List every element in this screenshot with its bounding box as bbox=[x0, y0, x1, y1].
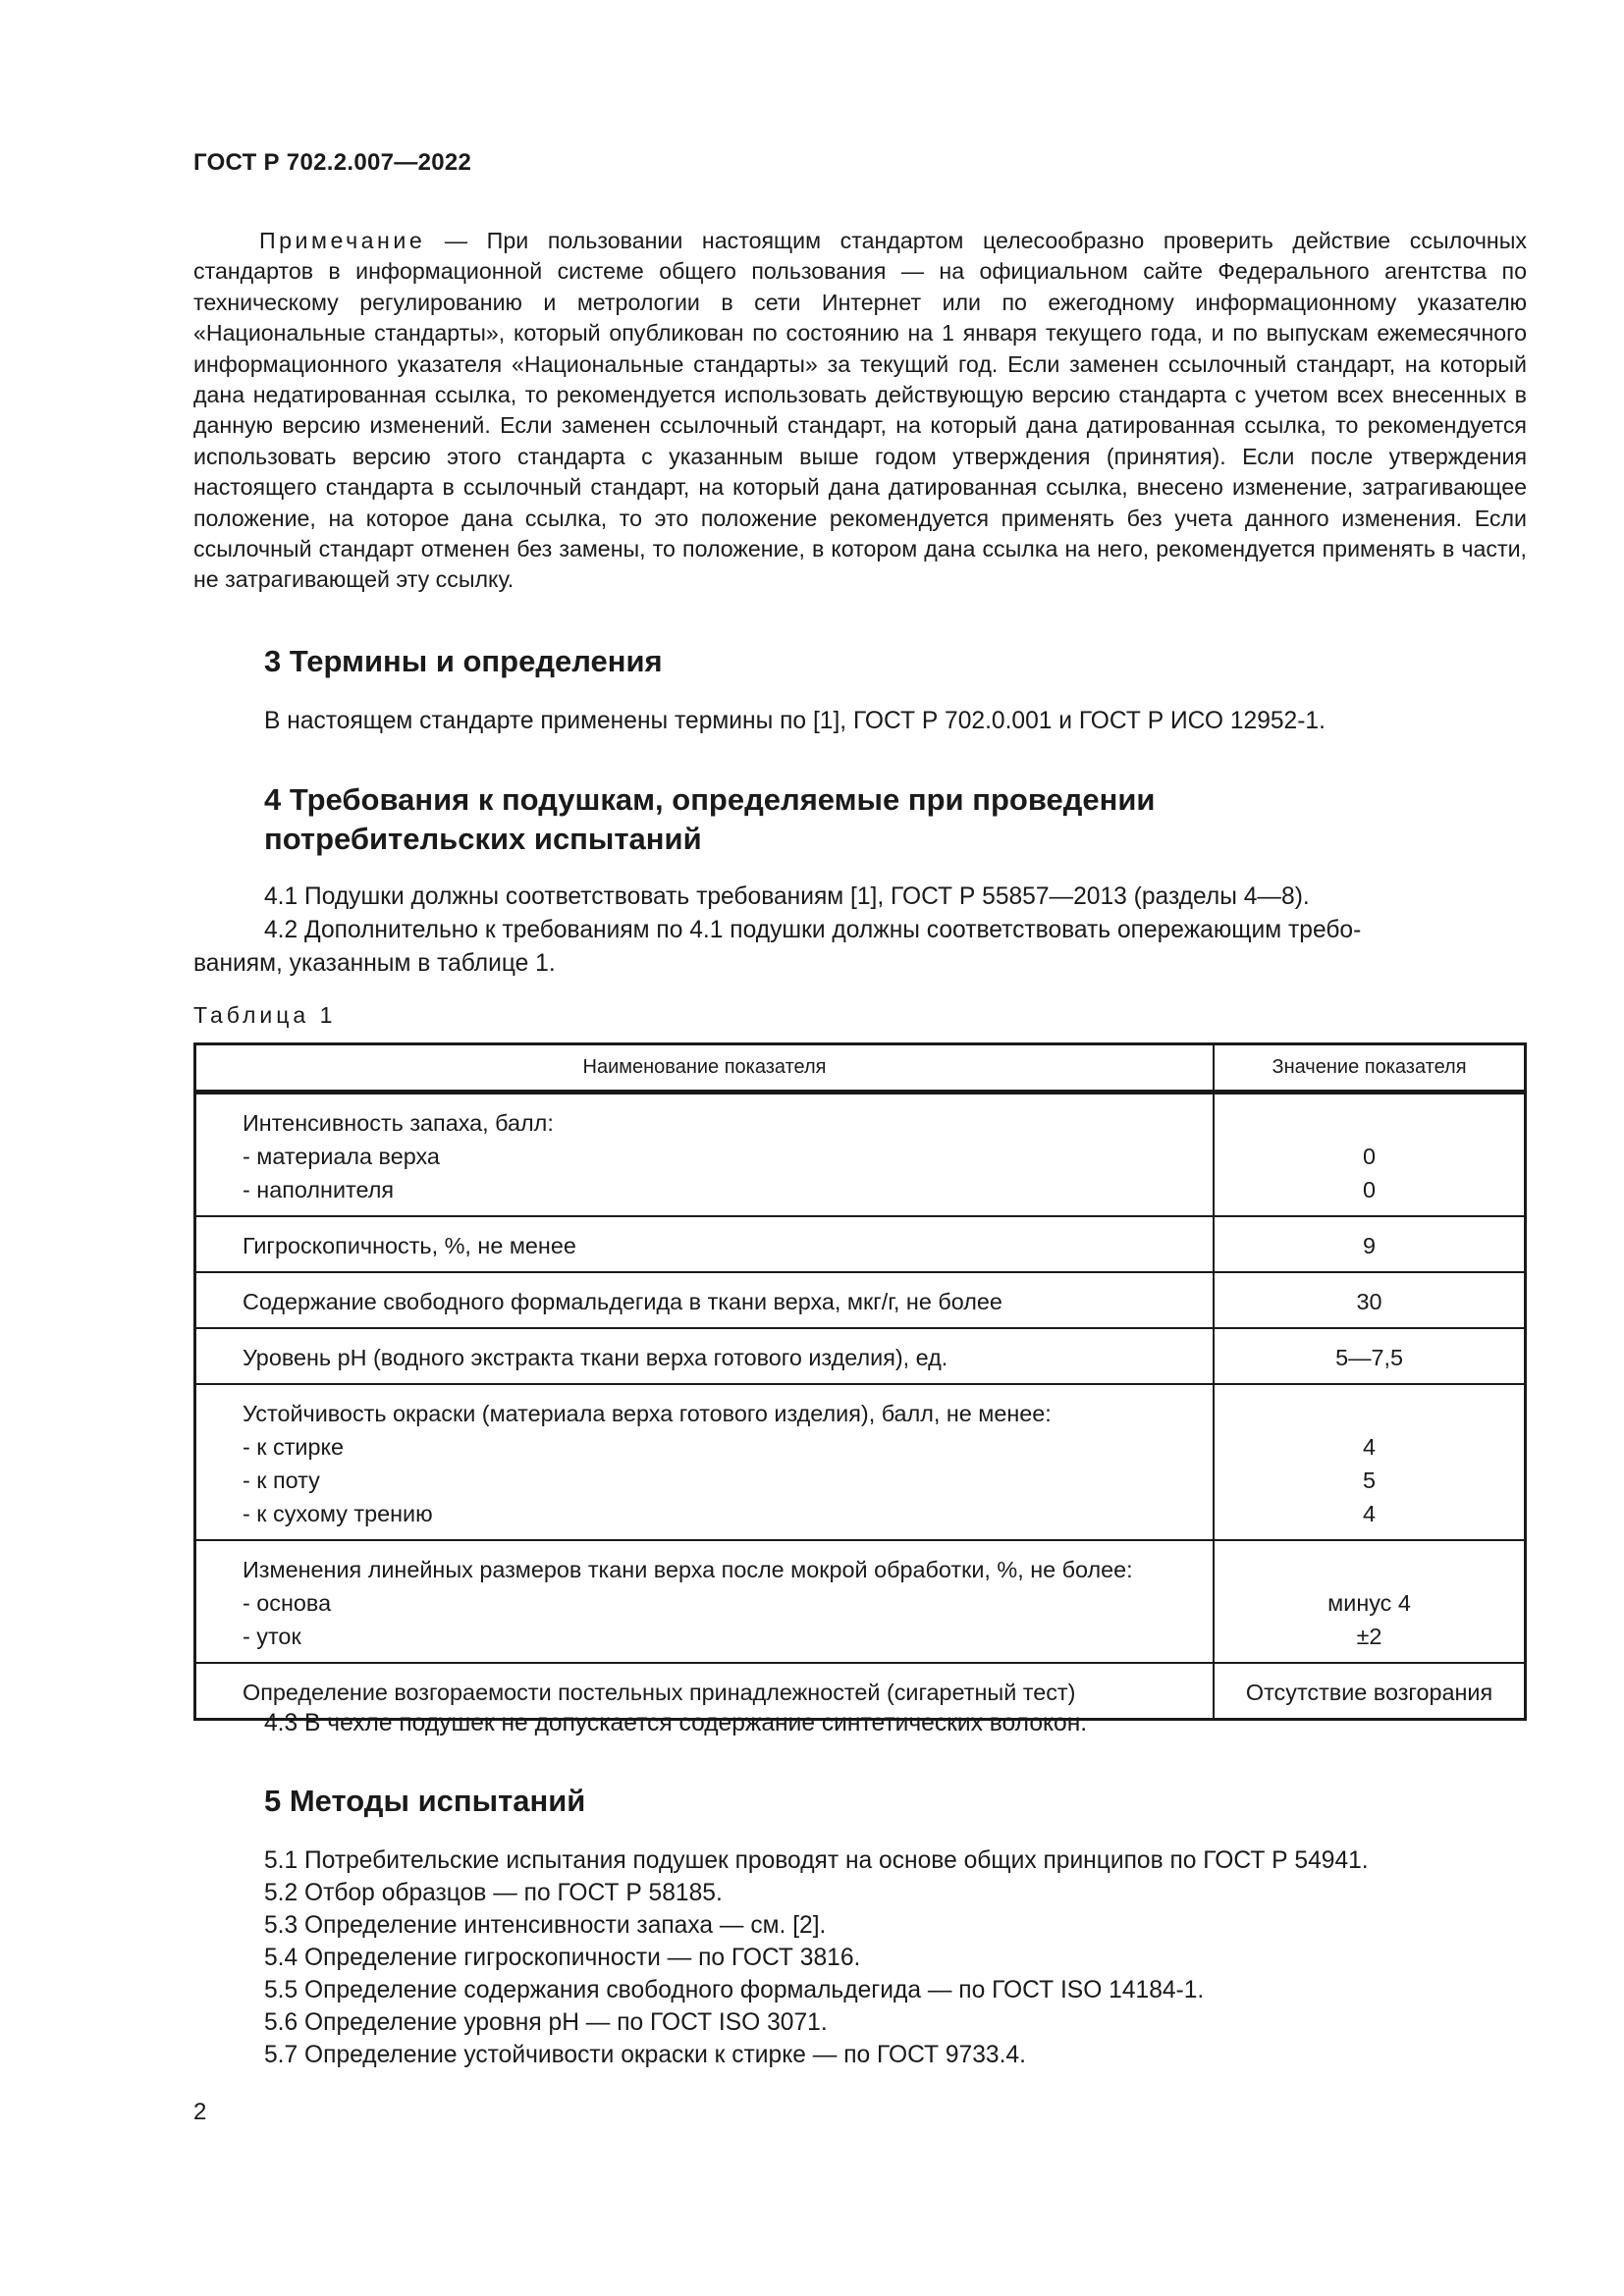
list-item: 5.5 Определение содержания свободного формальдегида — по ГОСТ ISO 14184-1. bbox=[264, 1977, 1205, 2003]
table-cell-value bbox=[1214, 1540, 1525, 1663]
table-row bbox=[195, 1540, 1526, 1663]
table-row bbox=[195, 1216, 1526, 1272]
table-row bbox=[195, 1093, 1526, 1217]
list-item: 5.2 Отбор образцов — по ГОСТ Р 58185. bbox=[264, 1880, 723, 1906]
table-header-row bbox=[195, 1044, 1526, 1093]
row-value: 5 bbox=[1363, 1468, 1377, 1493]
row-sublabel: - основа bbox=[243, 1590, 332, 1616]
section-5-list bbox=[264, 1844, 1369, 2071]
row-label: Изменения линейных размеров ткани верха после мокрой обработки, %, не более: bbox=[243, 1557, 1133, 1582]
table-cell-name: Уровень pH (водного экстракта ткани верха готового изделия), ед. bbox=[195, 1328, 1215, 1384]
row-value: минус 4 bbox=[1327, 1590, 1411, 1616]
table-cell-name: Гигроскопичность, %, не менее bbox=[195, 1216, 1215, 1272]
row-sublabel: - уток bbox=[243, 1624, 301, 1649]
list-item: 5.3 Определение интенсивности запаха — см. [2]. bbox=[264, 1912, 827, 1939]
row-sublabel: - к сухому трению bbox=[243, 1501, 433, 1526]
requirements-table bbox=[193, 1042, 1527, 1721]
list-item: 5.6 Определение уровня pH — по ГОСТ ISO 3071. bbox=[264, 2009, 828, 2036]
document-header: ГОСТ Р 702.2.007—2022 bbox=[193, 149, 472, 176]
column-header-value: Значение показателя bbox=[1214, 1044, 1525, 1093]
table-cell-name bbox=[195, 1093, 1215, 1217]
table-cell-name bbox=[195, 1384, 1215, 1540]
table-cell-value: 5—7,5 bbox=[1214, 1328, 1525, 1384]
note-paragraph bbox=[193, 226, 1527, 596]
column-header-name: Наименование показателя bbox=[195, 1044, 1215, 1093]
section-3-title: 3 Термины и определения bbox=[264, 644, 663, 678]
table-cell-name bbox=[195, 1540, 1215, 1663]
row-sublabel: - к поту bbox=[243, 1468, 320, 1493]
clause-4-3: 4.3 В чехле подушек не допускается содержание синтетических волокон. bbox=[264, 1710, 1088, 1736]
row-sublabel: - наполнителя bbox=[243, 1177, 395, 1202]
note-text: — При пользовании настоящим стандартом целесообразно проверить действие ссылочных стандартов в информационной системе общего пользования — на официальном сайте Федерального агентства по техническому регулированию и метрологии в сети Интернет или по ежегодному информационному указателю «Национальные стандарты», который опубликован по состоянию на 1 января текущего года, и по выпускам ежемесячного информационного указателя «Национальные стандарты» за текущий год. Если заменен ссылочный стандарт, на который дана недатированная ссылка, то рекомендуется использовать действующую версию стандарта с учетом всех внесенных в данную версию изменений. Если заменен ссылочный стандарт, на который дана датированная ссылка, то рекомендуется использовать версию этого стандарта с указанным выше годом утверждения (принятия). Если после утверждения настоящего стандарта в ссылочный стандарт, на который дана датированная ссылка, внесено изменение, затрагивающее положение, на которое дана ссылка, то это положение рекомендуется применять без учета данного изменения. Если ссылочный стандарт отменен без замены, то положение, в котором дана ссылка на него, рекомендуется применять в части, не затрагивающей эту ссылку. bbox=[193, 228, 1527, 593]
table-cell-name: Содержание свободного формальдегида в ткани верха, мкг/г, не более bbox=[195, 1272, 1215, 1328]
table-cell-value: 9 bbox=[1214, 1216, 1525, 1272]
table-cell-value bbox=[1214, 1093, 1525, 1217]
page-number: 2 bbox=[193, 2099, 207, 2125]
clause-4-2-line1: 4.2 Дополнительно к требованиям по 4.1 подушки должны соответствовать опережающим требо- bbox=[264, 917, 1362, 943]
row-label: Интенсивность запаха, балл: bbox=[243, 1110, 554, 1136]
clause-4-2-line2: ваниям, указанным в таблице 1. bbox=[193, 950, 556, 977]
list-item: 5.7 Определение устойчивости окраски к стирке — по ГОСТ 9733.4. bbox=[264, 2042, 1026, 2068]
note-label: Примечание bbox=[259, 228, 426, 253]
clause-4-1: 4.1 Подушки должны соответствовать требованиям [1], ГОСТ Р 55857—2013 (разделы 4—8). bbox=[264, 883, 1310, 910]
table-row bbox=[195, 1328, 1526, 1384]
section-5-title: 5 Методы испытаний bbox=[264, 1784, 586, 1818]
table-caption: Таблица 1 bbox=[193, 1002, 337, 1028]
section-3-text: В настоящем стандарте применены термины по [1], ГОСТ Р 702.0.001 и ГОСТ Р ИСО 12952-1. bbox=[264, 708, 1326, 734]
list-item: 5.4 Определение гигроскопичности — по ГОСТ 3816. bbox=[264, 1945, 861, 1971]
section-4-title-line1: 4 Требования к подушкам, определяемые при проведении bbox=[264, 782, 1156, 817]
row-sublabel: - материала верха bbox=[243, 1144, 440, 1169]
section-4-title bbox=[264, 780, 1155, 859]
section-4-title-line2: потребительских испытаний bbox=[264, 822, 702, 856]
row-value: 4 bbox=[1363, 1501, 1377, 1526]
table-cell-name: Определение возгораемости постельных принадлежностей (сигаретный тест) bbox=[195, 1663, 1215, 1720]
table-cell-value bbox=[1214, 1384, 1525, 1540]
table-cell-value: Отсутствие возгорания bbox=[1214, 1663, 1525, 1720]
row-value: 0 bbox=[1363, 1144, 1377, 1169]
row-value: 0 bbox=[1363, 1177, 1377, 1202]
table-row bbox=[195, 1384, 1526, 1540]
list-item: 5.1 Потребительские испытания подушек проводят на основе общих принципов по ГОСТ Р 54941. bbox=[264, 1847, 1369, 1874]
row-label: Устойчивость окраски (материала верха готового изделия), балл, не менее: bbox=[243, 1401, 1052, 1426]
row-value: 4 bbox=[1363, 1434, 1377, 1460]
row-value: ±2 bbox=[1356, 1624, 1382, 1649]
table-cell-value: 30 bbox=[1214, 1272, 1525, 1328]
table-row bbox=[195, 1272, 1526, 1328]
row-sublabel: - к стирке bbox=[243, 1434, 345, 1460]
